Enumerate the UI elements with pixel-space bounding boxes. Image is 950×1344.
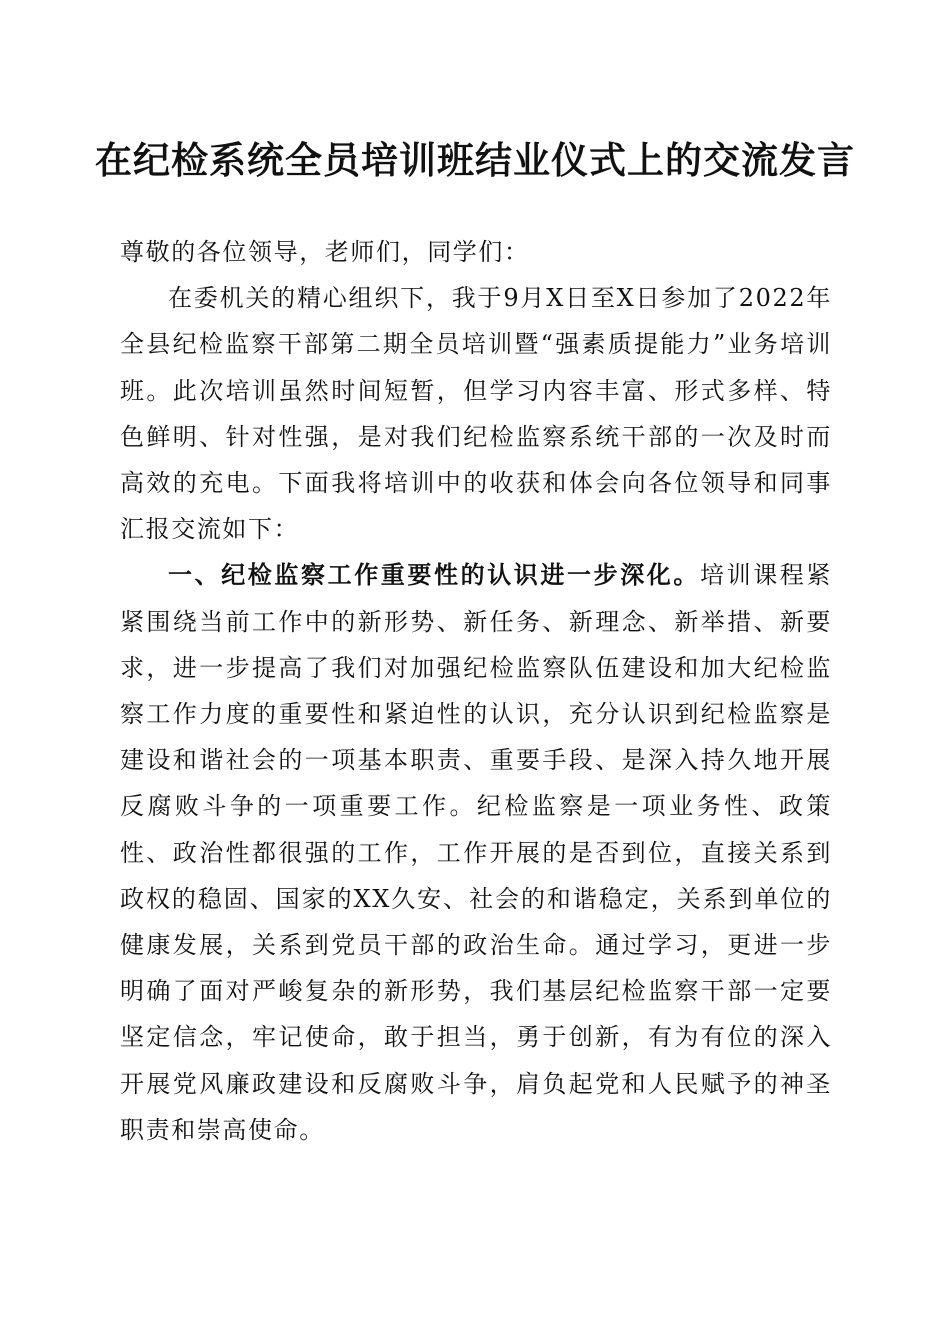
section-1-body: 培训课程紧紧围绕当前工作中的新形势、新任务、新理念、新举措、新要求，进一步提高了我们对加强纪检监察队伍建设和加大纪检监察工作力度的重要性和紧迫性的认识，充分认识到纪检监察是建设和谐社会的一项基本职责、重要手段、是深入持久地开展反腐败斗争的一项重要工作。纪检监察是一项业务性、政策性、政治性都很强的工作，工作开展的是否到位，直接关系到政权的稳固、国家的XX久安、社会的和谐稳定，关系到单位的健康发展，关系到党员干部的政治生命。通过学习，更进一步明确了面对严峻复杂的新形势，我们基层纪检监察干部一定要坚定信念，牢记使命，敢于担当，勇于创新，有为有位的深入开展党风廉政建设和反腐败斗争，肩负起党和人民赋予的神圣职责和崇高使命。 — [120, 561, 832, 1144]
document-title: 在纪检系统全员培训班结业仪式上的交流发言 — [95, 138, 855, 182]
section-1-heading: 一、纪检监察工作重要性的认识进一步深化。 — [168, 561, 700, 590]
document-body — [120, 229, 832, 1153]
intro-paragraph: 在委机关的精心组织下，我于9月X日至X日参加了2022年全县纪检监察干部第二期全员培训暨“强素质提能力”业务培训班。此次培训虽然时间短暂，但学习内容丰富、形式多样、特色鲜明、针对性强，是对我们纪检监察系统干部的一次及时而高效的充电。下面我将培训中的收获和体会向各位领导和同事汇报交流如下： — [120, 284, 832, 544]
section-1-paragraph — [120, 552, 832, 1153]
salutation: 尊敬的各位领导，老师们，同学们： — [120, 238, 530, 266]
